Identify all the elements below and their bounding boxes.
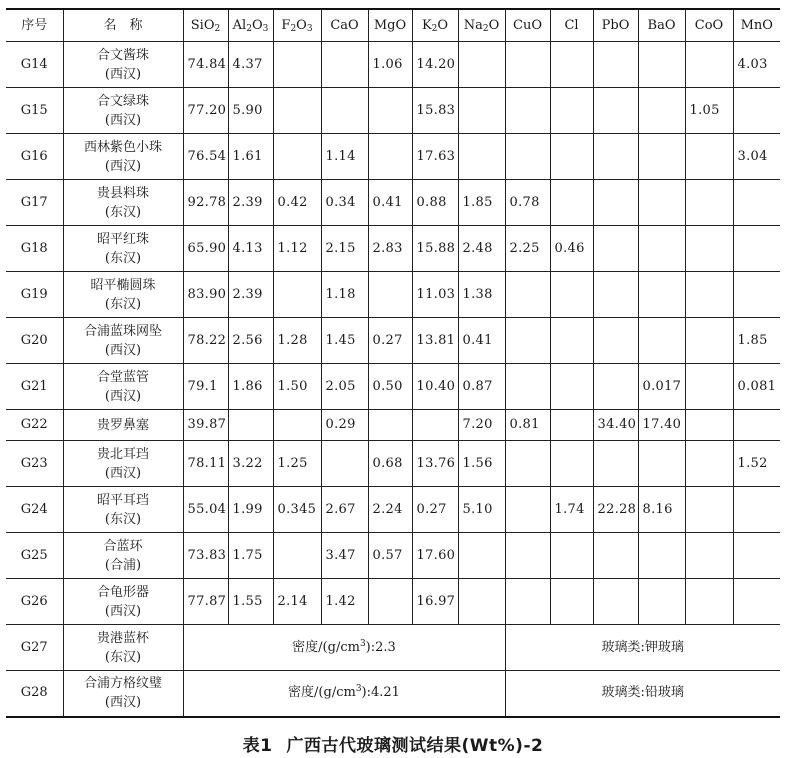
glass-type-cell: 玻璃类:钾玻璃 — [505, 625, 780, 671]
value-cell — [458, 88, 505, 134]
value-cell — [505, 533, 550, 579]
value-cell — [685, 364, 733, 410]
value-cell — [685, 487, 733, 533]
header-row — [6, 9, 780, 42]
value-cell — [550, 410, 593, 441]
sample-name-cell — [63, 579, 183, 625]
value-cell — [733, 579, 780, 625]
value-cell — [685, 579, 733, 625]
value-cell: 1.85 — [458, 180, 505, 226]
sample-name-cell — [63, 88, 183, 134]
value-cell: 4.37 — [228, 42, 273, 88]
value-cell — [638, 318, 685, 364]
value-cell — [505, 579, 550, 625]
value-cell: 2.24 — [368, 487, 412, 533]
header-id: 序号 — [6, 9, 63, 42]
value-cell: 2.15 — [321, 226, 368, 272]
density-superscript: 3 — [359, 638, 366, 649]
oxide-subscript: 3 — [262, 23, 269, 34]
oxide-base: MgO — [373, 17, 407, 33]
value-cell: 1.12 — [273, 226, 321, 272]
value-cell — [550, 180, 593, 226]
value-cell — [593, 226, 638, 272]
sample-name: 合浦方格纹璧 — [83, 676, 162, 692]
value-cell — [505, 272, 550, 318]
sample-id: G14 — [6, 42, 63, 88]
value-cell — [685, 134, 733, 180]
value-cell: 4.13 — [228, 226, 273, 272]
value-cell: 11.03 — [412, 272, 458, 318]
density-value: ):4.21 — [361, 685, 400, 701]
value-cell: 1.45 — [321, 318, 368, 364]
value-cell — [685, 272, 733, 318]
value-cell: 1.55 — [228, 579, 273, 625]
density-value: ):2.3 — [365, 639, 396, 655]
value-cell: 2.48 — [458, 226, 505, 272]
value-cell: 1.14 — [321, 134, 368, 180]
oxide-base: K — [421, 17, 432, 33]
sample-period: (东汉) — [104, 511, 142, 527]
value-cell: 34.40 — [593, 410, 638, 441]
sample-name-cell — [63, 318, 183, 364]
header-oxide — [228, 9, 273, 42]
sample-name: 贵北耳珰 — [96, 446, 149, 462]
oxide-subscript: 2 — [482, 23, 489, 34]
value-cell — [412, 410, 458, 441]
value-cell: 2.83 — [368, 226, 412, 272]
value-cell: 65.90 — [183, 226, 228, 272]
value-cell — [733, 226, 780, 272]
value-cell: 79.1 — [183, 364, 228, 410]
value-cell: 5.10 — [458, 487, 505, 533]
value-cell — [685, 180, 733, 226]
table-row — [6, 88, 780, 134]
sample-name: 合龟形器 — [96, 584, 149, 600]
table-row-note — [6, 671, 780, 717]
value-cell: 1.06 — [368, 42, 412, 88]
sample-id: G16 — [6, 134, 63, 180]
caption-title: 广西古代玻璃测试结果(Wt%)-2 — [286, 735, 544, 756]
value-cell — [685, 226, 733, 272]
value-cell — [638, 42, 685, 88]
value-cell: 0.345 — [273, 487, 321, 533]
value-cell: 77.20 — [183, 88, 228, 134]
value-cell: 92.78 — [183, 180, 228, 226]
value-cell — [368, 88, 412, 134]
value-cell: 3.04 — [733, 134, 780, 180]
sample-name-cell — [63, 625, 183, 671]
value-cell: 1.75 — [228, 533, 273, 579]
table-row — [6, 226, 780, 272]
sample-name-cell — [63, 272, 183, 318]
value-cell: 55.04 — [183, 487, 228, 533]
value-cell: 1.56 — [458, 441, 505, 487]
value-cell — [321, 88, 368, 134]
oxide-base: MnO — [740, 17, 773, 33]
value-cell: 1.85 — [733, 318, 780, 364]
value-cell: 1.25 — [273, 441, 321, 487]
value-cell — [550, 441, 593, 487]
oxide-base: CuO — [513, 17, 542, 33]
value-cell — [458, 134, 505, 180]
value-cell — [505, 318, 550, 364]
value-cell — [273, 88, 321, 134]
sample-period: (西汉) — [104, 158, 142, 174]
table-row — [6, 42, 780, 88]
sample-name: 合文绿珠 — [96, 93, 149, 109]
sample-id: G19 — [6, 272, 63, 318]
sample-period: (西汉) — [104, 465, 142, 481]
value-cell: 0.34 — [321, 180, 368, 226]
sample-name: 贵港蓝杯 — [96, 630, 149, 646]
glass-type-cell: 玻璃类:铅玻璃 — [505, 671, 780, 717]
value-cell: 8.16 — [638, 487, 685, 533]
table-row — [6, 579, 780, 625]
oxide-base: Cl — [564, 17, 579, 33]
sample-id: G22 — [6, 410, 63, 441]
header-oxide — [412, 9, 458, 42]
header-oxide — [321, 9, 368, 42]
sample-name: 合堂蓝管 — [96, 369, 149, 385]
density-label: 密度/(g/cm — [292, 639, 360, 655]
value-cell — [638, 533, 685, 579]
header-oxide — [593, 9, 638, 42]
value-cell: 0.41 — [368, 180, 412, 226]
value-cell — [593, 88, 638, 134]
value-cell: 0.68 — [368, 441, 412, 487]
sample-name-cell — [63, 134, 183, 180]
value-cell — [458, 42, 505, 88]
value-cell — [505, 487, 550, 533]
table-row — [6, 134, 780, 180]
oxide-base: CaO — [330, 17, 359, 33]
sample-name: 贵罗鼻塞 — [96, 417, 149, 433]
value-cell — [273, 272, 321, 318]
value-cell: 0.41 — [458, 318, 505, 364]
sample-id: G27 — [6, 625, 63, 671]
value-cell — [321, 42, 368, 88]
value-cell — [733, 180, 780, 226]
oxide-subscript: 2 — [431, 23, 438, 34]
sample-id: G28 — [6, 671, 63, 717]
value-cell: 0.88 — [412, 180, 458, 226]
sample-name: 昭平椭圆珠 — [90, 277, 156, 293]
header-oxide — [550, 9, 593, 42]
value-cell — [273, 42, 321, 88]
value-cell — [550, 134, 593, 180]
density-superscript: 3 — [355, 684, 362, 695]
sample-period: (西汉) — [104, 695, 142, 711]
value-cell — [505, 42, 550, 88]
value-cell: 3.47 — [321, 533, 368, 579]
sample-name: 昭平耳珰 — [96, 492, 149, 508]
value-cell: 1.61 — [228, 134, 273, 180]
value-cell — [733, 533, 780, 579]
sample-name-cell — [63, 410, 183, 441]
sample-period: (东汉) — [104, 204, 142, 220]
value-cell: 4.03 — [733, 42, 780, 88]
header-oxide — [458, 9, 505, 42]
value-cell: 0.29 — [321, 410, 368, 441]
table-row — [6, 180, 780, 226]
value-cell: 1.86 — [228, 364, 273, 410]
value-cell: 0.017 — [638, 364, 685, 410]
value-cell: 17.63 — [412, 134, 458, 180]
value-cell — [550, 318, 593, 364]
value-cell — [550, 364, 593, 410]
value-cell: 2.25 — [505, 226, 550, 272]
sample-name-cell — [63, 42, 183, 88]
sample-name-cell — [63, 533, 183, 579]
value-cell — [593, 579, 638, 625]
value-cell: 10.40 — [412, 364, 458, 410]
sample-name-cell — [63, 180, 183, 226]
value-cell — [593, 318, 638, 364]
value-cell — [733, 487, 780, 533]
sample-period: (东汉) — [104, 296, 142, 312]
header-oxide — [183, 9, 228, 42]
table-row-note — [6, 625, 780, 671]
oxide-base: CoO — [694, 17, 724, 33]
sample-id: G15 — [6, 88, 63, 134]
value-cell — [638, 272, 685, 318]
value-cell: 1.52 — [733, 441, 780, 487]
oxide-suffix: O — [296, 17, 307, 33]
sample-period: (东汉) — [104, 250, 142, 266]
value-cell — [733, 88, 780, 134]
value-cell: 0.78 — [505, 180, 550, 226]
sample-id: G26 — [6, 579, 63, 625]
value-cell — [593, 533, 638, 579]
value-cell: 13.76 — [412, 441, 458, 487]
value-cell: 74.84 — [183, 42, 228, 88]
oxide-base: BaO — [647, 17, 676, 33]
value-cell — [458, 579, 505, 625]
value-cell — [638, 180, 685, 226]
value-cell: 2.67 — [321, 487, 368, 533]
header-oxide — [505, 9, 550, 42]
table-row — [6, 410, 780, 441]
value-cell: 0.46 — [550, 226, 593, 272]
sample-period: (西汉) — [104, 603, 142, 619]
table-row — [6, 441, 780, 487]
table-row — [6, 364, 780, 410]
value-cell — [458, 533, 505, 579]
value-cell — [593, 42, 638, 88]
value-cell: 1.28 — [273, 318, 321, 364]
sample-name-cell — [63, 441, 183, 487]
sample-id: G23 — [6, 441, 63, 487]
sample-name-cell — [63, 226, 183, 272]
value-cell — [321, 441, 368, 487]
density-cell — [183, 625, 505, 671]
value-cell — [685, 533, 733, 579]
value-cell — [638, 226, 685, 272]
oxide-base: Al — [232, 17, 247, 33]
oxide-base: Na — [463, 17, 483, 33]
value-cell: 0.81 — [505, 410, 550, 441]
value-cell: 0.27 — [368, 318, 412, 364]
value-cell — [593, 180, 638, 226]
sample-name: 合蓝环 — [103, 538, 143, 554]
value-cell: 39.87 — [183, 410, 228, 441]
value-cell — [593, 272, 638, 318]
sample-period: (西汉) — [104, 342, 142, 358]
value-cell — [550, 533, 593, 579]
value-cell — [505, 88, 550, 134]
oxide-base: F — [281, 17, 291, 33]
value-cell: 5.90 — [228, 88, 273, 134]
glass-composition-table — [6, 8, 780, 718]
value-cell: 13.81 — [412, 318, 458, 364]
value-cell: 1.74 — [550, 487, 593, 533]
value-cell: 1.42 — [321, 579, 368, 625]
value-cell: 0.081 — [733, 364, 780, 410]
oxide-suffix: O — [488, 17, 500, 33]
density-cell — [183, 671, 505, 717]
sample-id: G21 — [6, 364, 63, 410]
value-cell — [685, 42, 733, 88]
value-cell — [368, 579, 412, 625]
sample-name-cell — [63, 671, 183, 717]
value-cell — [505, 441, 550, 487]
oxide-subscript: 2 — [214, 23, 221, 34]
sample-period: (合浦) — [104, 557, 142, 573]
table-row — [6, 318, 780, 364]
value-cell: 1.18 — [321, 272, 368, 318]
value-cell — [228, 410, 273, 441]
value-cell: 83.90 — [183, 272, 228, 318]
value-cell: 0.87 — [458, 364, 505, 410]
value-cell: 2.14 — [273, 579, 321, 625]
sample-id: G18 — [6, 226, 63, 272]
value-cell: 1.99 — [228, 487, 273, 533]
oxide-suffix: O — [437, 17, 449, 33]
value-cell — [685, 410, 733, 441]
value-cell — [638, 88, 685, 134]
value-cell: 76.54 — [183, 134, 228, 180]
value-cell — [593, 441, 638, 487]
value-cell: 15.88 — [412, 226, 458, 272]
value-cell — [505, 364, 550, 410]
density-label: 密度/(g/cm — [288, 685, 356, 701]
table-row — [6, 487, 780, 533]
header-oxide — [273, 9, 321, 42]
oxide-subscript: 3 — [306, 23, 313, 34]
value-cell — [550, 88, 593, 134]
value-cell: 2.05 — [321, 364, 368, 410]
sample-name-cell — [63, 487, 183, 533]
sample-id: G17 — [6, 180, 63, 226]
value-cell: 0.27 — [412, 487, 458, 533]
value-cell — [368, 134, 412, 180]
header-oxide — [685, 9, 733, 42]
value-cell — [505, 134, 550, 180]
value-cell: 0.42 — [273, 180, 321, 226]
value-cell: 0.57 — [368, 533, 412, 579]
value-cell — [273, 410, 321, 441]
value-cell: 3.22 — [228, 441, 273, 487]
value-cell — [685, 441, 733, 487]
sample-period: (西汉) — [104, 112, 142, 128]
value-cell — [685, 318, 733, 364]
header-oxide — [733, 9, 780, 42]
value-cell — [550, 272, 593, 318]
value-cell: 14.20 — [412, 42, 458, 88]
table-row — [6, 533, 780, 579]
value-cell — [550, 579, 593, 625]
value-cell: 17.60 — [412, 533, 458, 579]
value-cell — [273, 533, 321, 579]
sample-name: 西林紫色小珠 — [83, 139, 162, 155]
table-caption — [6, 731, 780, 756]
value-cell — [368, 410, 412, 441]
oxide-subscript: 2 — [246, 23, 252, 34]
sample-period: (东汉) — [104, 649, 142, 665]
value-cell: 77.87 — [183, 579, 228, 625]
value-cell: 16.97 — [412, 579, 458, 625]
sample-id: G20 — [6, 318, 63, 364]
oxide-base: SiO — [190, 17, 215, 33]
sample-id: G24 — [6, 487, 63, 533]
value-cell — [550, 42, 593, 88]
sample-name: 昭平红珠 — [96, 231, 149, 247]
value-cell — [638, 579, 685, 625]
value-cell — [593, 134, 638, 180]
value-cell: 73.83 — [183, 533, 228, 579]
sample-name: 合文酱珠 — [96, 47, 149, 63]
value-cell: 2.39 — [228, 272, 273, 318]
sample-name-cell — [63, 364, 183, 410]
value-cell — [368, 272, 412, 318]
sample-period: (西汉) — [104, 388, 142, 404]
value-cell — [593, 364, 638, 410]
sample-name: 贵县料珠 — [96, 185, 149, 201]
document-page — [6, 8, 792, 756]
header-name: 名 称 — [63, 9, 183, 42]
value-cell: 0.50 — [368, 364, 412, 410]
header-oxide — [368, 9, 412, 42]
value-cell — [733, 272, 780, 318]
value-cell — [273, 134, 321, 180]
sample-period: (西汉) — [104, 66, 142, 82]
oxide-base: PbO — [601, 17, 630, 33]
value-cell: 7.20 — [458, 410, 505, 441]
value-cell: 1.05 — [685, 88, 733, 134]
table-body — [6, 42, 780, 717]
oxide-suffix: O — [251, 17, 263, 33]
caption-number: 表1 — [242, 735, 273, 756]
header-oxide — [638, 9, 685, 42]
table-row — [6, 272, 780, 318]
value-cell: 2.56 — [228, 318, 273, 364]
value-cell — [733, 410, 780, 441]
value-cell: 2.39 — [228, 180, 273, 226]
sample-name: 合浦蓝珠网坠 — [83, 323, 162, 339]
value-cell: 22.28 — [593, 487, 638, 533]
sample-id: G25 — [6, 533, 63, 579]
value-cell: 1.50 — [273, 364, 321, 410]
oxide-subscript: 2 — [290, 23, 297, 34]
value-cell: 78.11 — [183, 441, 228, 487]
value-cell: 17.40 — [638, 410, 685, 441]
value-cell: 1.38 — [458, 272, 505, 318]
value-cell — [638, 134, 685, 180]
value-cell — [638, 441, 685, 487]
value-cell: 15.83 — [412, 88, 458, 134]
value-cell: 78.22 — [183, 318, 228, 364]
